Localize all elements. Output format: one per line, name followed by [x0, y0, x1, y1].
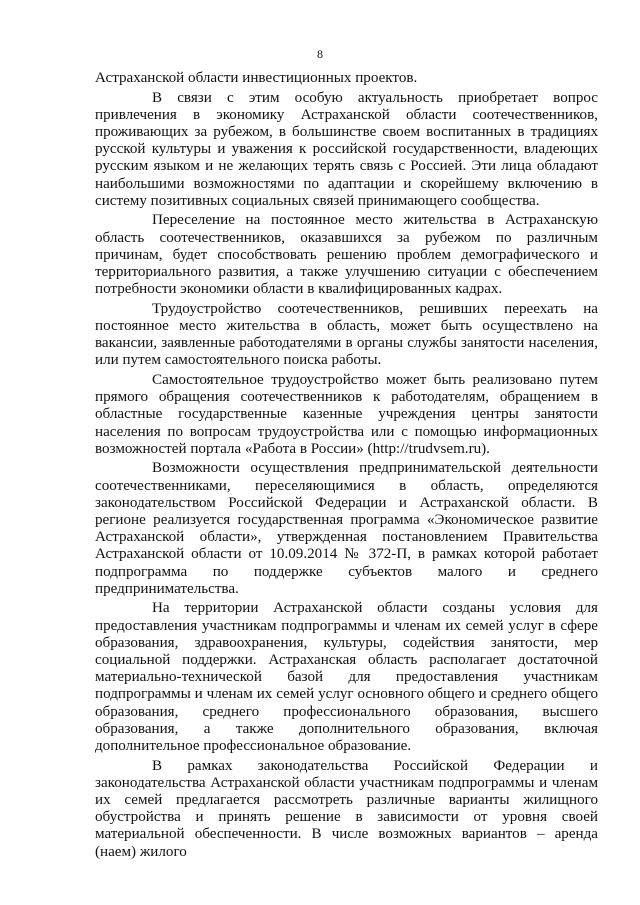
paragraph-continuation: Астраханской области инвестиционных проектов.	[95, 70, 418, 86]
document-body	[95, 70, 598, 863]
paragraph-compatriots-relevance: В связи с этим особую актуальность приобретает вопрос привлечения в экономику Астраханской области соотечественников, проживающих за рубежом, в большинстве своем воспитанных в традициях русской культуры и уважения к российской государственности, владеющих русским языком и не желающих терять связь с Россией. Эти лица обладают наибольшими возможностями по адаптации и скорейшему включению в систему позитивных социальных связей принимающего сообщества.	[95, 89, 598, 209]
page-number: 8	[317, 47, 323, 61]
paragraph-housing: В рамках законодательства Российской Федерации и законодательства Астраханской области участникам подпрограммы и членам их семей предлагается рассмотреть различные варианты жилищного обустройства и принять решение в зависимости от уровня своей материальной обеспеченности. В числе возможных вариантов – аренда (наем) жилого	[95, 757, 598, 860]
paragraph-self-employment: Самостоятельное трудоустройство может быть реализовано путем прямого обращения соотечественников к работодателям, обращением в областные государственные казенные учреждения центры занятости населения по вопросам трудоустройства или с помощью информационных возможностей портала «Работа в России» (http://trudvsem.ru).	[95, 372, 598, 457]
paragraph-employment: Трудоустройство соотечественников, решивших переехать на постоянное место жительства в область, может быть осуществлено на вакансии, заявленные работодателями в органы службы занятости населения, или путем самостоятельного поиска работы.	[95, 300, 598, 369]
paragraph-services: На территории Астраханской области созданы условия для предоставления участникам подпрограммы и членам их семей услуг в сфере образования, здравоохранения, культуры, содействия занятости, мер социальной поддержки. Астраханская область располагает достаточной материально-технической базой для предоставления участникам подпрограммы и членам их семей услуг основного общего и среднего общего образования, среднего профессионального образования, высшего образования, а также дополнительного образования, включая дополнительное профессиональное образование.	[95, 600, 598, 755]
paragraph-entrepreneurship: Возможности осуществления предпринимательской деятельности соотечественниками, переселяющимися в область, определяются законодательством Российской Федерации и Астраханской области. В регионе реализуется государственная программа «Экономическое развитие Астраханской области», утвержденная постановлением Правительства Астраханской области от 10.09.2014 № 372-П, в рамках которой работает подпрограмма по поддержке субъектов малого и среднего предпринимательства.	[95, 460, 598, 597]
paragraph-resettlement: Переселение на постоянное место жительства в Астраханскую область соотечественников, оказавшихся за рубежом по различным причинам, будет способствовать решению проблем демографического и территориального развития, а также улучшению ситуации с обеспечением потребности экономики области в квалифицированных кадрах.	[95, 212, 598, 298]
